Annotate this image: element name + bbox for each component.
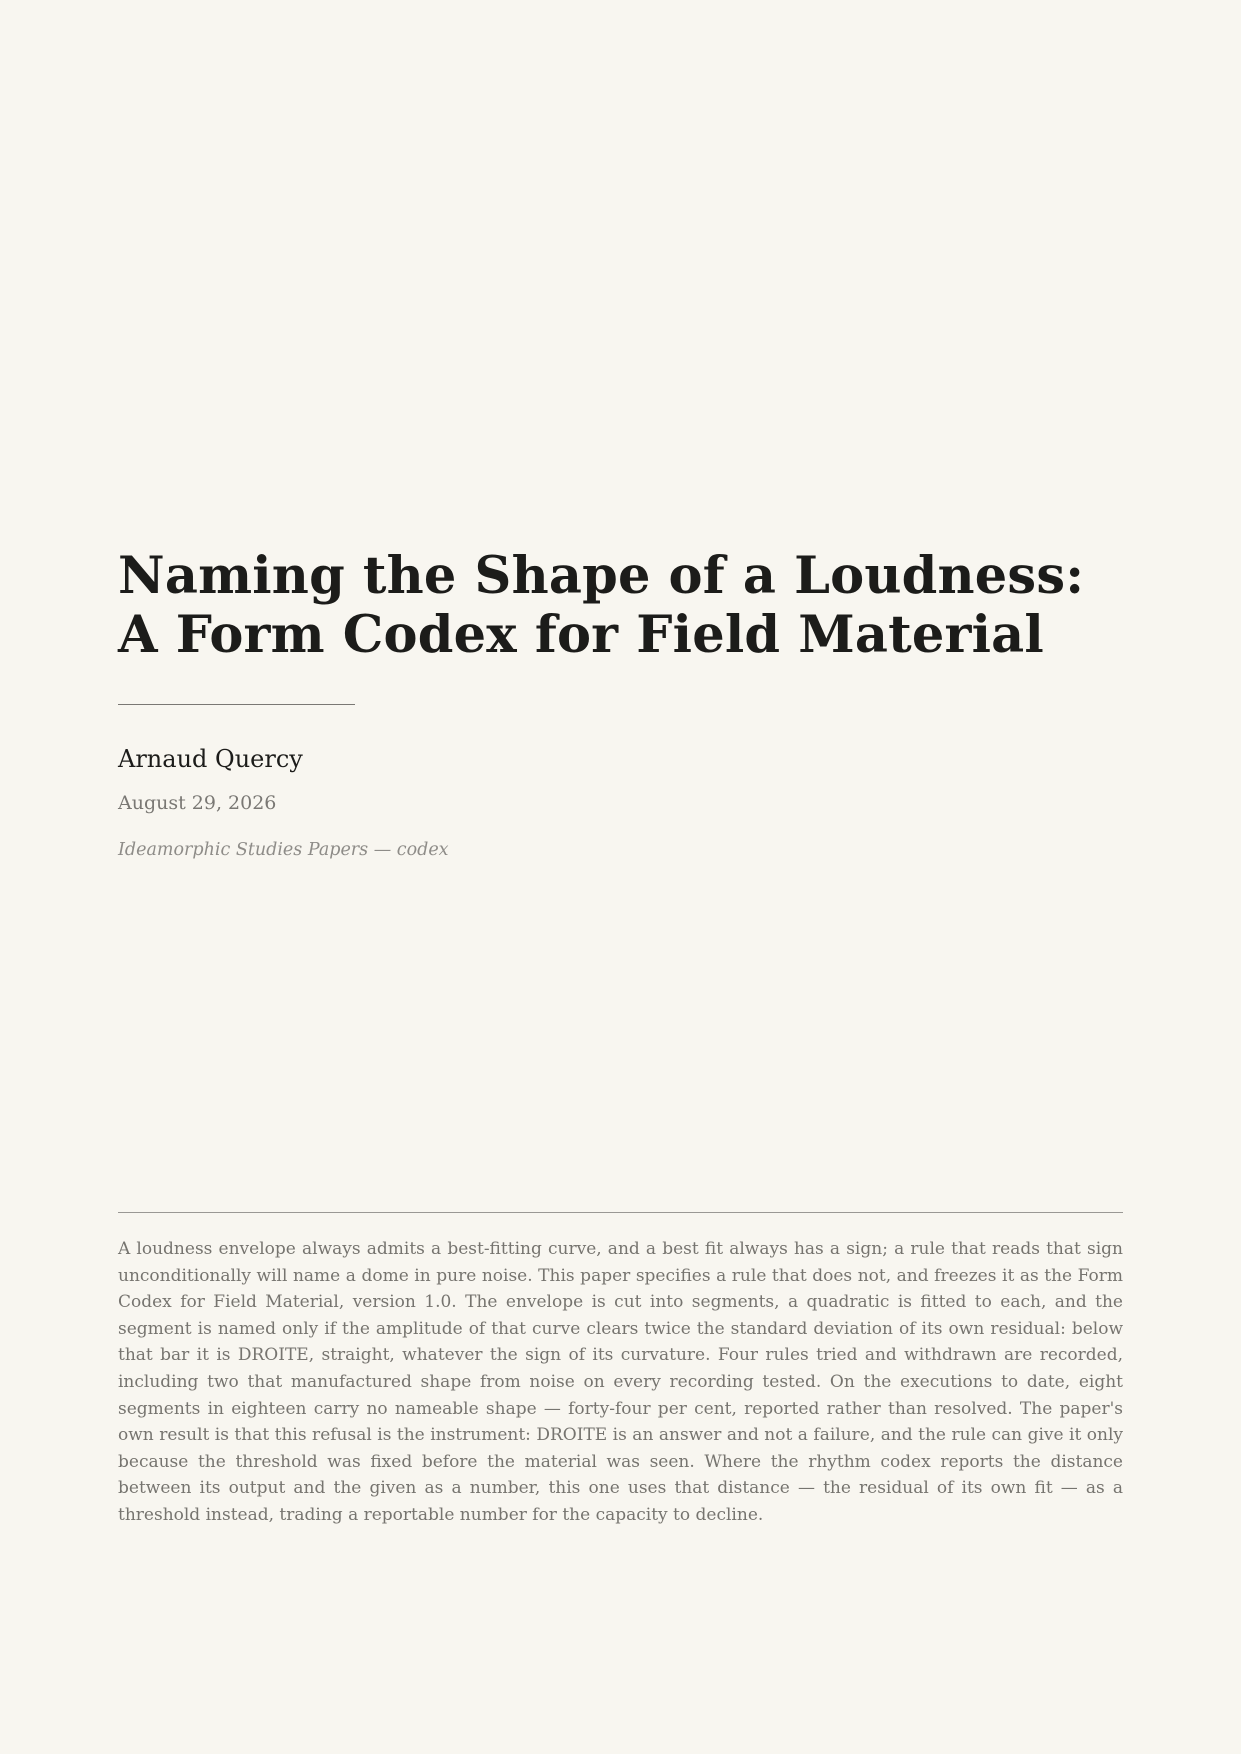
- paper-title: Naming the Shape of a Loudness: A Form Codex for Field Material: [118, 546, 1085, 665]
- abstract-divider: [118, 1212, 1123, 1213]
- author-name: Arnaud Quercy: [118, 745, 303, 773]
- abstract-text: A loudness envelope always admits a best-fitting curve, and a best fit always has a sign; a rule that reads that sign unconditionally will name a dome in pure noise. This paper specifies a rule that does not, and freezes it as the Form Codex for Field Material, version 1.0. The envelope is cut into segments, a quadratic is fitted to each, and the segment is named only if the amplitude of that curve clears twice the standard deviation of its own residual: below that bar it is DROITE, straight, whatever the sign of its curvature. Four rules tried and withdrawn are recorded, including two that manufactured shape from noise on every recording tested. On the executions to date, eight segments in eighteen carry no nameable shape — forty-four per cent, reported rather than resolved. The paper's own result is that this refusal is the instrument: DROITE is an answer and not a failure, and the rule can give it only because the threshold was fixed before the material was seen. Where the rhythm codex reports the distance between its output and the given as a number, this one uses that distance — the residual of its own fit — as a threshold instead, trading a reportable number for the capacity to decline.: [118, 1239, 1123, 1525]
- title-divider: [118, 704, 355, 705]
- publication-date: August 29, 2026: [118, 792, 277, 814]
- series-name: Ideamorphic Studies Papers — codex: [118, 840, 449, 860]
